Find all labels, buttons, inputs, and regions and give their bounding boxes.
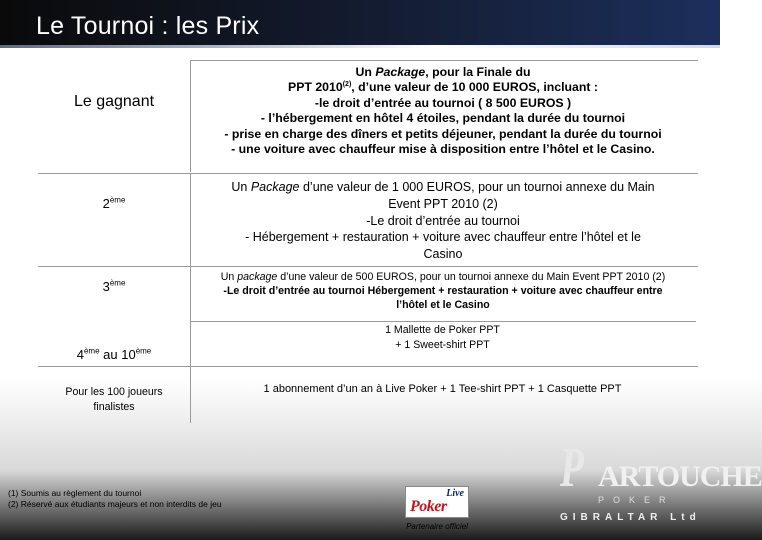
prize-line: Casino [423, 247, 463, 262]
place-label: Pour les 100 joueurs finalistes [65, 386, 163, 413]
place-label: 2ème [102, 195, 126, 211]
prize-line: l’hôtel et le Casino [396, 299, 490, 312]
column-divider [190, 322, 191, 423]
prize-line: 1 Mallette de Poker PPT [385, 324, 500, 336]
prize-description: Un Package d’une valeur de 1 000 EUROS, pour un tournoi annexe du Main Event PPT 2010 (2) -Le droit d’entrée au tournoi - Hébergement + restauration + voiture avec chauffeur entre l’hôtel et le Casino [190, 174, 695, 266]
prize-description: 1 abonnement d’un an à Live Poker + 1 Tee-shirt PPT + 1 Casquette PPT [263, 383, 622, 395]
prize-line: - prise en charge des dîners et petits déjeuner, pendant la durée du tournoi [224, 126, 662, 141]
place-label: Le gagnant [73, 93, 155, 110]
footnote: (2) Réservé aux étudiants majeurs et non interdits de jeu [8, 499, 222, 509]
prize-line: Event PPT 2010 (2) [388, 196, 498, 211]
prize-row-fourth-to-tenth [38, 321, 698, 365]
prize-line: - l’hébergement en hôtel 4 étoiles, pendant la durée du tournoi [260, 111, 626, 126]
prize-description: Un Package, pour la Finale du PPT 2010$^{(2)}$, d’une valeur de 10 000 EUROS, incluant : -le droit d’entrée au tournoi ( 8 500 EUROS ) - l’hébergement en hôtel 4 étoiles, pendant la durée du tournoi - prise en charge des dîners et petits déjeuner, pendant la durée du tournoi - une voiture avec chauffeur mise à disposition entre l’hôtel et le Casino. [190, 60, 695, 172]
prize-line: -Le droit d’entrée au tournoi [366, 213, 520, 228]
prize-line: -le droit d’entrée au tournoi ( 8 500 EUROS ) [314, 95, 572, 110]
prize-line: -Le droit d’entrée au tournoi Hébergement + restauration + voiture avec chauffeur entre [223, 285, 663, 298]
partner-caption: Partenaire officiel [406, 522, 468, 531]
prize-line: - une voiture avec chauffeur mise à disposition entre l’hôtel et le Casino. [231, 142, 655, 157]
title-bar [0, 0, 720, 48]
prize-row-finalists [38, 366, 698, 423]
prize-description: Un package d’une valeur de 500 EUROS, pour un tournoi annexe du Main Event PPT 2010 (2) -Le droit d’entrée au tournoi Hébergement + restauration + voiture avec chauffeur entre l’hôtel et le Casino [190, 267, 695, 321]
prize-row-second [38, 173, 698, 266]
prize-row-winner [38, 60, 698, 172]
prize-line: + 1 Sweet-shirt PPT [395, 338, 490, 351]
place-label: 3ème [102, 278, 126, 294]
partouche-logo: P ♥♠♦♣ ARTOUCHE POKER GIBRALTAR Ltd [560, 437, 762, 523]
package-word: Package [375, 65, 426, 79]
prize-line: - Hébergement + restauration + voiture avec chauffeur entre l’hôtel et le [245, 230, 641, 245]
prize-description [190, 321, 695, 365]
footnote: (1) Soumis au règlement du tournoi [8, 488, 142, 498]
footnotes [8, 488, 222, 510]
place-label: 4ème au 10ème [76, 346, 152, 362]
title-underline [0, 45, 720, 48]
page-title: Le Tournoi : les Prix [36, 12, 260, 40]
live-poker-logo: Live Poker [405, 486, 469, 518]
partner-block [392, 486, 482, 536]
prize-row-third [38, 266, 698, 321]
